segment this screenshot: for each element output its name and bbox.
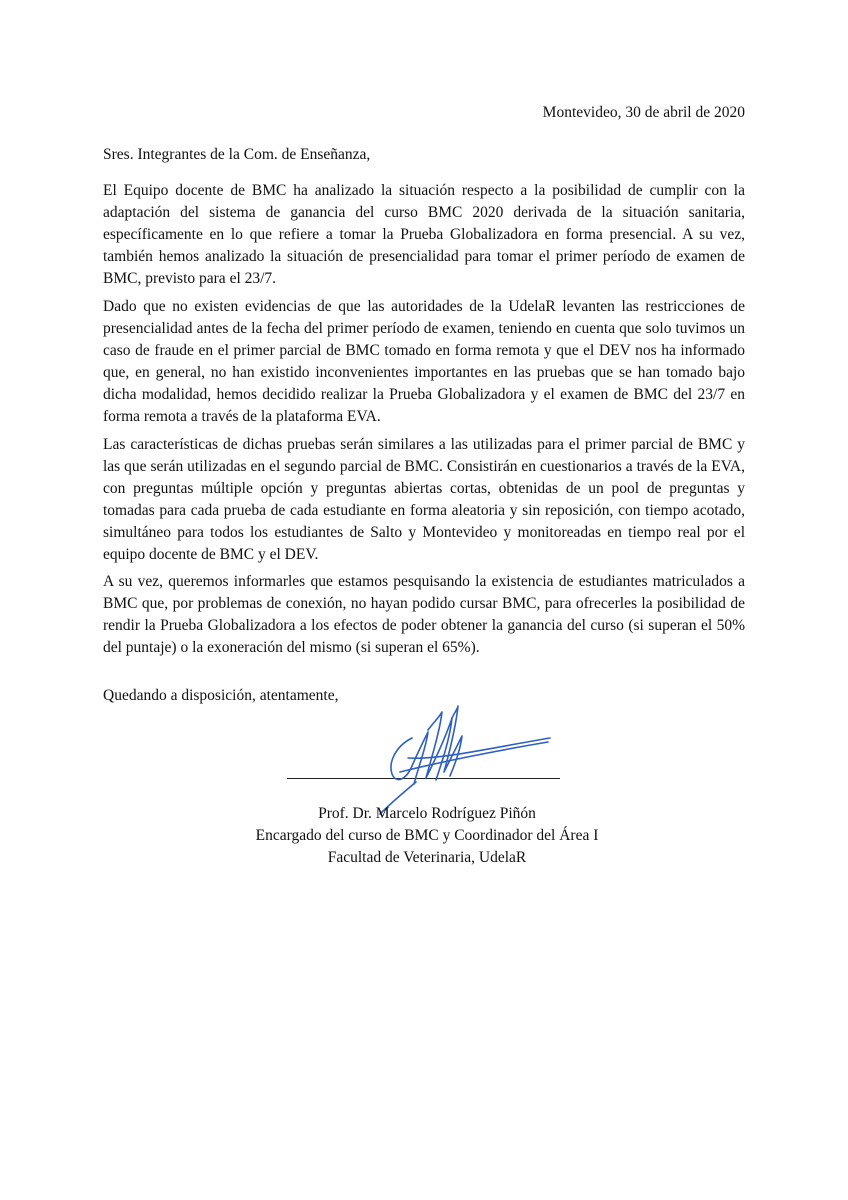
signer-role: Encargado del curso de BMC y Coordinador del Área I [255,827,599,844]
paragraph-2: Dado que no existen evidencias de que las autoridades de la UdelaR levanten las restricciones de presencialidad antes de la fecha del primer período de examen, teniendo en cuenta que solo tuvimos un caso de fraude en el primer parcial de BMC tomado en forma remota y que el DEV nos ha informado que, en general, no han existido inconvenientes importantes en las pruebas que se han tomado bajo dicha modalidad, hemos decidido realizar la Prueba Globalizadora y el examen de BMC del 23/7 en forma remota a través de la plataforma EVA. [103,298,745,425]
closing-line: Quedando a disposición, atentamente, [103,687,339,704]
signer-institution: Facultad de Veterinaria, UdelaR [327,849,527,866]
letter-date: Montevideo, 30 de abril de 2020 [542,104,745,121]
paragraph-4: A su vez, queremos informarles que estamos pesquisando la existencia de estudiantes matriculados a BMC que, por problemas de conexión, no hayan podido cursar BMC, para ofrecerles la posibilidad de rendir la Prueba Globalizadora a los efectos de poder obtener la ganancia del curso (si superan el 50% del puntaje) o la exoneración del mismo (si superan el 65%). [103,573,745,656]
handwritten-signature [300,700,570,820]
paragraph-1: El Equipo docente de BMC ha analizado la situación respecto a la posibilidad de cumplir con la adaptación del sistema de ganancia del curso BMC 2020 derivada de la situación sanitaria, específicamente en lo que refiere a tomar la Prueba Globalizadora en forma presencial. A su vez, también hemos analizado la situación de presencialidad para tomar el primer período de examen de BMC, previsto para el 23/7. [103,182,745,287]
salutation: Sres. Integrantes de la Com. de Enseñanza, [103,146,371,163]
signer-name: Prof. Dr. Marcelo Rodríguez Piñón [318,805,536,822]
paragraph-3: Las características de dichas pruebas serán similares a las utilizadas para el primer parcial de BMC y las que serán utilizadas en el segundo parcial de BMC. Consistirán en cuestionarios a través de la EVA, con preguntas múltiple opción y preguntas abiertas cortas, obtenidas de un pool de preguntas y tomadas para cada prueba de cada estudiante en forma aleatoria y sin reposición, con tiempo acotado, simultáneo para todos los estudiantes de Salto y Montevideo y monitoreadas en tiempo real por el equipo docente de BMC y el DEV. [103,436,745,563]
signature-block [230,803,624,869]
